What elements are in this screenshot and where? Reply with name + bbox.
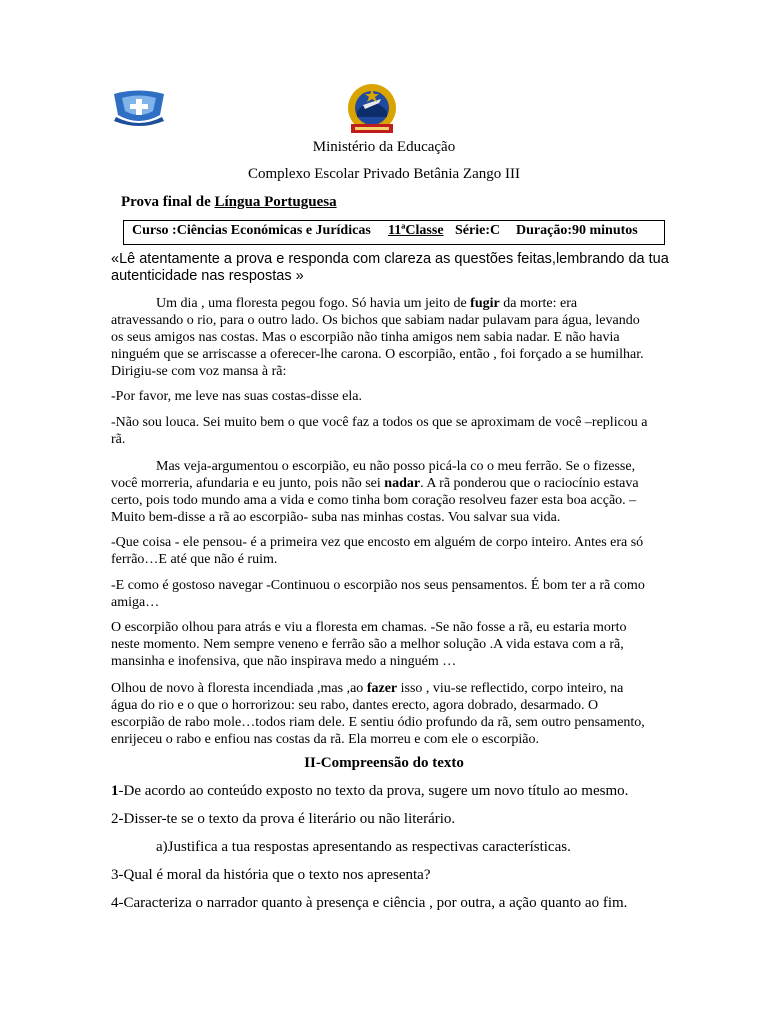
p1-line-4: ninguém que se arriscasse a oferecer-lhe carona. O escorpião, então , foi forçado a se humilhar. [111, 347, 644, 362]
exam-title [121, 194, 337, 211]
p6-line-1: -E como é gostoso navegar -Continuou o escorpião nos seus pensamentos. É bom ter a rã como [111, 578, 645, 593]
p7-line-3: mansinha e inofensiva, que não inspirava medo a ninguém … [111, 654, 457, 669]
question-4: 4-Caracteriza o narrador quanto à presença e ciência , por outra, a ação quanto ao fim. [111, 895, 628, 911]
angola-emblem [345, 83, 399, 135]
instruction-line-1: «Lê atentamente a prova e responda com clareza as questões feitas,lembrando da tua [111, 251, 669, 267]
series-label: Série:C [455, 223, 501, 238]
instruction-line-2: autenticidade nas respostas » [111, 268, 304, 284]
p8-line-4: enrijeceu o rabo e enfiou nas costas da rã. Ela morreu e com ele o escorpião. [111, 732, 539, 747]
p4-line-1: Mas veja-argumentou o escorpião, eu não posso picá-la co o meu ferrão. Se o fizesse, [156, 459, 636, 474]
exam-title-subject: Língua Portuguesa [214, 194, 337, 210]
p8-line-3: escorpião de rabo mole…todos riam dele. E sentiu ódio profundo da rã, sem outro pensamento, [111, 715, 645, 730]
p5-line-1: -Que coisa - ele pensou- é a primeira vez que encosto em alguém de corpo inteiro. Antes era só [111, 535, 644, 550]
course-label: Curso :Ciências Económicas e Jurídicas [132, 223, 371, 238]
p7-line-1: O escorpião olhou para atrás e viu a floresta em chamas. -Se não fosse a rã, eu estaria morto [111, 620, 627, 635]
p7-line-2: neste momento. Nem sempre veneno e ferrão são a melhor solução .A vida estava com a rã, [111, 637, 624, 652]
p1-line-2: atravessando o rio, para o outro lado. Os bichos que sabiam nadar pulavam para água, levando [111, 313, 640, 328]
exam-title-prefix: Prova final de [121, 194, 211, 210]
p1-line-1: Um dia , uma floresta pegou fogo. Só havia um jeito de fugir da morte: era [156, 296, 578, 311]
question-3: 3-Qual é moral da história que o texto nos apresenta? [111, 867, 431, 883]
p3-line-2: rã. [111, 432, 126, 447]
p6-line-2: amiga… [111, 595, 160, 610]
p3-line-1: -Não sou louca. Sei muito bem o que você faz a todos os que se aproximam de você –replicou a [111, 415, 648, 430]
p4-line-2: você morreria, afundaria e eu junto, pois não sei nadar. A rã ponderou que o raciocínio estava [111, 476, 639, 491]
p4-line-4: Muito bem-disse a rã ao escorpião- suba nas minhas costas. Vou salvar sua vida. [111, 510, 561, 525]
p8-line-2: água do rio e o que o horrorizou: seu rabo, dantes erecto, agora dobrado, desarmado. O [111, 698, 599, 713]
p1-line-5: Dirigiu-se com voz mansa à rã: [111, 364, 287, 379]
p4-line-3: certo, pois todo mundo ama a vida e como tinha bom coração resolveu fazer esta boa acção. – [111, 493, 637, 508]
question-2a: a)Justifica a tua respostas apresentando as respectivas características. [156, 839, 571, 855]
school-logo [108, 89, 170, 129]
ministry-heading: Ministério da Educação [312, 139, 456, 155]
class-label: 11ªClasse [388, 223, 444, 238]
question-2: 2-Disser-te se o texto da prova é literário ou não literário. [111, 811, 456, 827]
duration-label: Duração:90 minutos [516, 223, 638, 238]
p8-line-1: Olhou de novo à floresta incendiada ,mas ,ao fazer isso , viu-se reflectido, corpo inteiro, na [111, 681, 624, 696]
p2-line-1: -Por favor, me leve nas suas costas-disse ela. [111, 389, 362, 404]
p5-line-2: ferrão…E até que não é ruim. [111, 552, 278, 567]
school-name: Complexo Escolar Privado Betânia Zango III [247, 166, 520, 182]
section-title: II-Compreensão do texto [304, 755, 464, 771]
question-1: 1-De acordo ao conteúdo exposto no texto da prova, sugere um novo título ao mesmo. [111, 783, 629, 799]
p1-line-3: os seus amigos nas costas. Mas o escorpião não tinha amigos nem sabia nadar. E não havia [111, 330, 620, 345]
